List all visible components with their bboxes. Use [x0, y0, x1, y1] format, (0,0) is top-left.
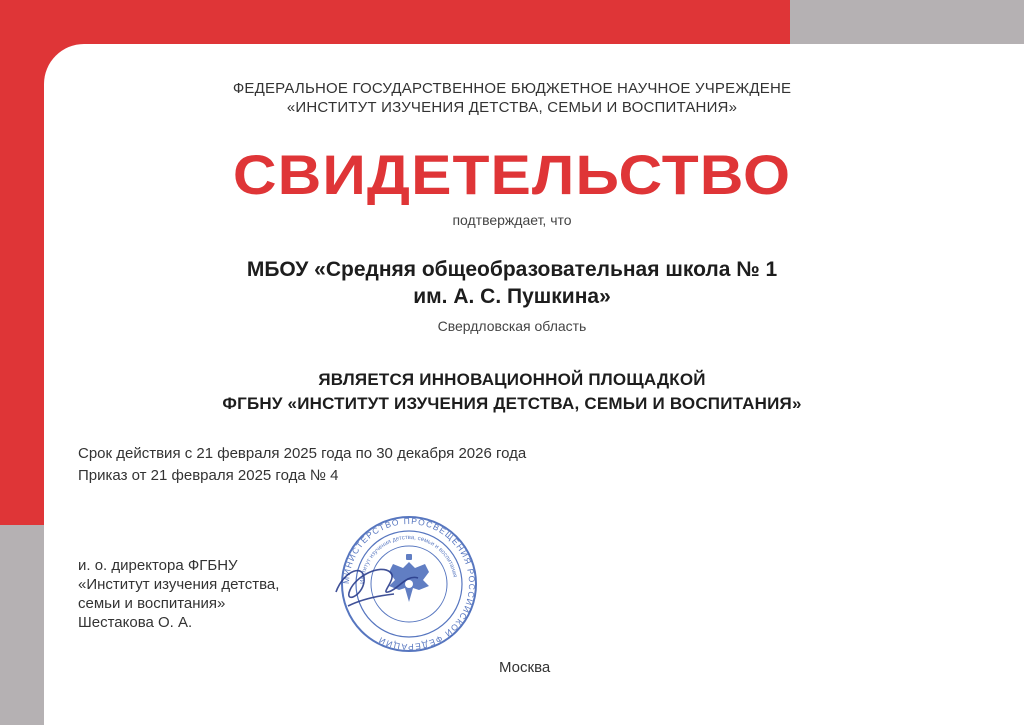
- issuing-organization: [0, 79, 1024, 117]
- signatory-position-line-3: семьи и воспитания»: [78, 595, 226, 612]
- certificate-title: СВИДЕТЕЛЬСТВО: [232, 143, 792, 206]
- signatory-position-line-1: и. о. директора ФГБНУ: [78, 557, 238, 574]
- school-name-line-1: МБОУ «Средняя общеобразовательная школа № 1: [246, 258, 778, 281]
- signatory-name: Шестакова О. А.: [78, 614, 193, 631]
- org-line-1: ФЕДЕРАЛЬНОЕ ГОСУДАРСТВЕННОЕ БЮДЖЕТНОЕ НАУЧНОЕ УЧРЕЖДЕНЕ: [232, 80, 792, 97]
- status-line-2: ФГБНУ «ИНСТИТУТ ИЗУЧЕНИЯ ДЕТСТВА, СЕМЬИ И ВОСПИТАНИЯ»: [222, 394, 802, 413]
- signatory-block: [78, 556, 279, 632]
- school-name-line-2: им. А. С. Пушкина»: [413, 285, 611, 308]
- status-line-1: ЯВЛЯЕТСЯ ИННОВАЦИОННОЙ ПЛОЩАДКОЙ: [318, 370, 706, 389]
- seal-inner-text: Институт изучения детства, семьи и воспитания: [359, 534, 458, 585]
- confirms-text: подтверждает, что: [452, 212, 572, 228]
- validity-block: [78, 443, 526, 487]
- org-line-2: «ИНСТИТУТ ИЗУЧЕНИЯ ДЕТСТВА, СЕМЬИ И ВОСПИТАНИЯ»: [286, 99, 738, 116]
- region: Свердловская область: [437, 318, 587, 334]
- status-statement: [0, 368, 1024, 416]
- validity-period: Срок действия с 21 февраля 2025 года по 30 декабря 2026 года: [78, 445, 527, 462]
- seal-ring-text: МИНИСТЕРСТВО ПРОСВЕЩЕНИЯ РОССИЙСКОЙ ФЕДЕРАЦИИ: [340, 515, 478, 653]
- order-reference: Приказ от 21 февраля 2025 года № 4: [78, 467, 339, 484]
- official-seal: [318, 514, 478, 654]
- school-name: [0, 256, 1024, 310]
- city: Москва: [499, 659, 551, 676]
- signatory-position-line-2: «Институт изучения детства,: [78, 576, 280, 593]
